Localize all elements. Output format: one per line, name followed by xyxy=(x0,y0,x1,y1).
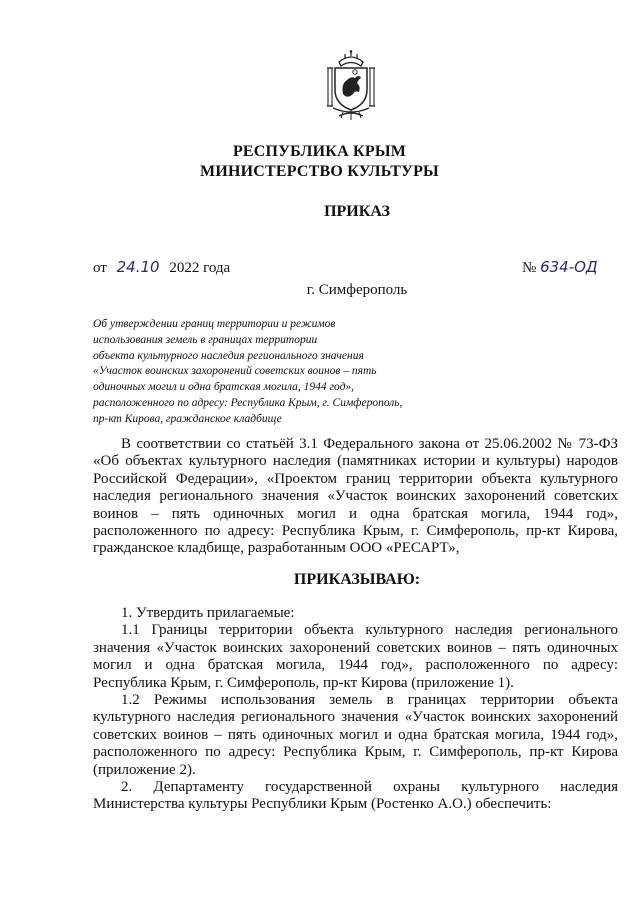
order-item-line: культурного наследия регионального значения «Участок воинских захоронений xyxy=(93,709,618,726)
preamble-paragraph xyxy=(93,436,618,558)
preamble-line: расположенного по адресу: Республика Крым, г. Симферополь, пр-кт Кирова, xyxy=(93,523,618,540)
subject-line: одиночных могил и одна братская могила, 1944 год», xyxy=(93,381,355,394)
preamble-line: наследия регионального значения «Участок воинских захоронений советских xyxy=(93,488,618,505)
date-prefix: от xyxy=(93,260,107,276)
subject-line: пр-кт Кирова, гражданское кладбище xyxy=(93,412,282,425)
subject-line: объекта культурного наследия регионального значения xyxy=(93,349,364,362)
handwritten-number: 634-ОД xyxy=(540,258,598,276)
order-number xyxy=(522,258,598,277)
order-items xyxy=(93,605,618,814)
crimea-coat-of-arms-icon xyxy=(325,50,377,122)
preamble-line: «Об объектах культурного наследия (памятниках истории и культуры) народов xyxy=(93,453,618,470)
order-item-line: Министерства культуры Республики Крым (Ростенко А.О.) обеспечить: xyxy=(93,796,552,813)
order-item-line: (приложение 2). xyxy=(93,761,196,778)
subject-line: использования земель в границах территории xyxy=(93,333,318,346)
preamble-line: В соответствии со статьёй 3.1 Федерального закона от 25.06.2002 № 73-ФЗ xyxy=(121,436,618,452)
republic-heading: РЕСПУБЛИКА КРЫМ xyxy=(232,143,407,160)
order-item-line: советских воинов – пять одиночных могил и одна братская могила, 1944 год», xyxy=(93,726,618,743)
preamble-line: воинов – пять одиночных могил и одна братская могила, 1944 год», xyxy=(93,505,618,522)
order-item-line: 1.1 Границы территории объекта культурного наследия регионального xyxy=(121,622,618,639)
order-item-line: 1.2 Режимы использования земель в границах территории объекта xyxy=(121,692,618,709)
subject-line: Об утверждении границ территории и режимов xyxy=(93,318,336,330)
preamble-line: гражданское кладбище, разработанным ООО «РЕСАРТ», xyxy=(93,540,460,557)
subject-line: «Участок воинских захоронений советских воинов – пять xyxy=(93,365,377,378)
order-subject xyxy=(93,317,433,428)
order-date xyxy=(93,258,230,277)
document-type-title: ПРИКАЗ xyxy=(324,203,390,220)
city-line: г. Симферополь xyxy=(306,282,408,298)
order-item-line: 2. Департаменту государственной охраны культурного наследия xyxy=(121,779,618,796)
order-item-line: Республика Крым, г. Симферополь, пр-кт Кирова (приложение 1). xyxy=(93,674,514,691)
order-item-line: значения «Участок воинских захоронений советских воинов – пять одиночных xyxy=(93,639,618,656)
order-item-line: 1. Утвердить прилагаемые: xyxy=(121,605,295,621)
preamble-line: Российской Федерации», «Проектом границ территории объекта культурного xyxy=(93,470,618,487)
subject-line: расположенного по адресу: Республика Крым, г. Симферополь, xyxy=(93,396,403,409)
date-year: 2022 года xyxy=(169,260,231,276)
ministry-heading: МИНИСТЕРСТВО КУЛЬТУРЫ xyxy=(200,163,439,180)
handwritten-date: 24.10 xyxy=(116,258,160,276)
number-prefix: № xyxy=(522,260,537,276)
order-item-line: расположенного по адресу: Республика Крым, г. Симферополь, пр-кт Кирова xyxy=(93,744,618,761)
command-heading: ПРИКАЗЫВАЮ: xyxy=(293,571,421,588)
order-item-line: могил и одна братская могила, 1944 год», расположенного по адресу: xyxy=(93,657,618,674)
